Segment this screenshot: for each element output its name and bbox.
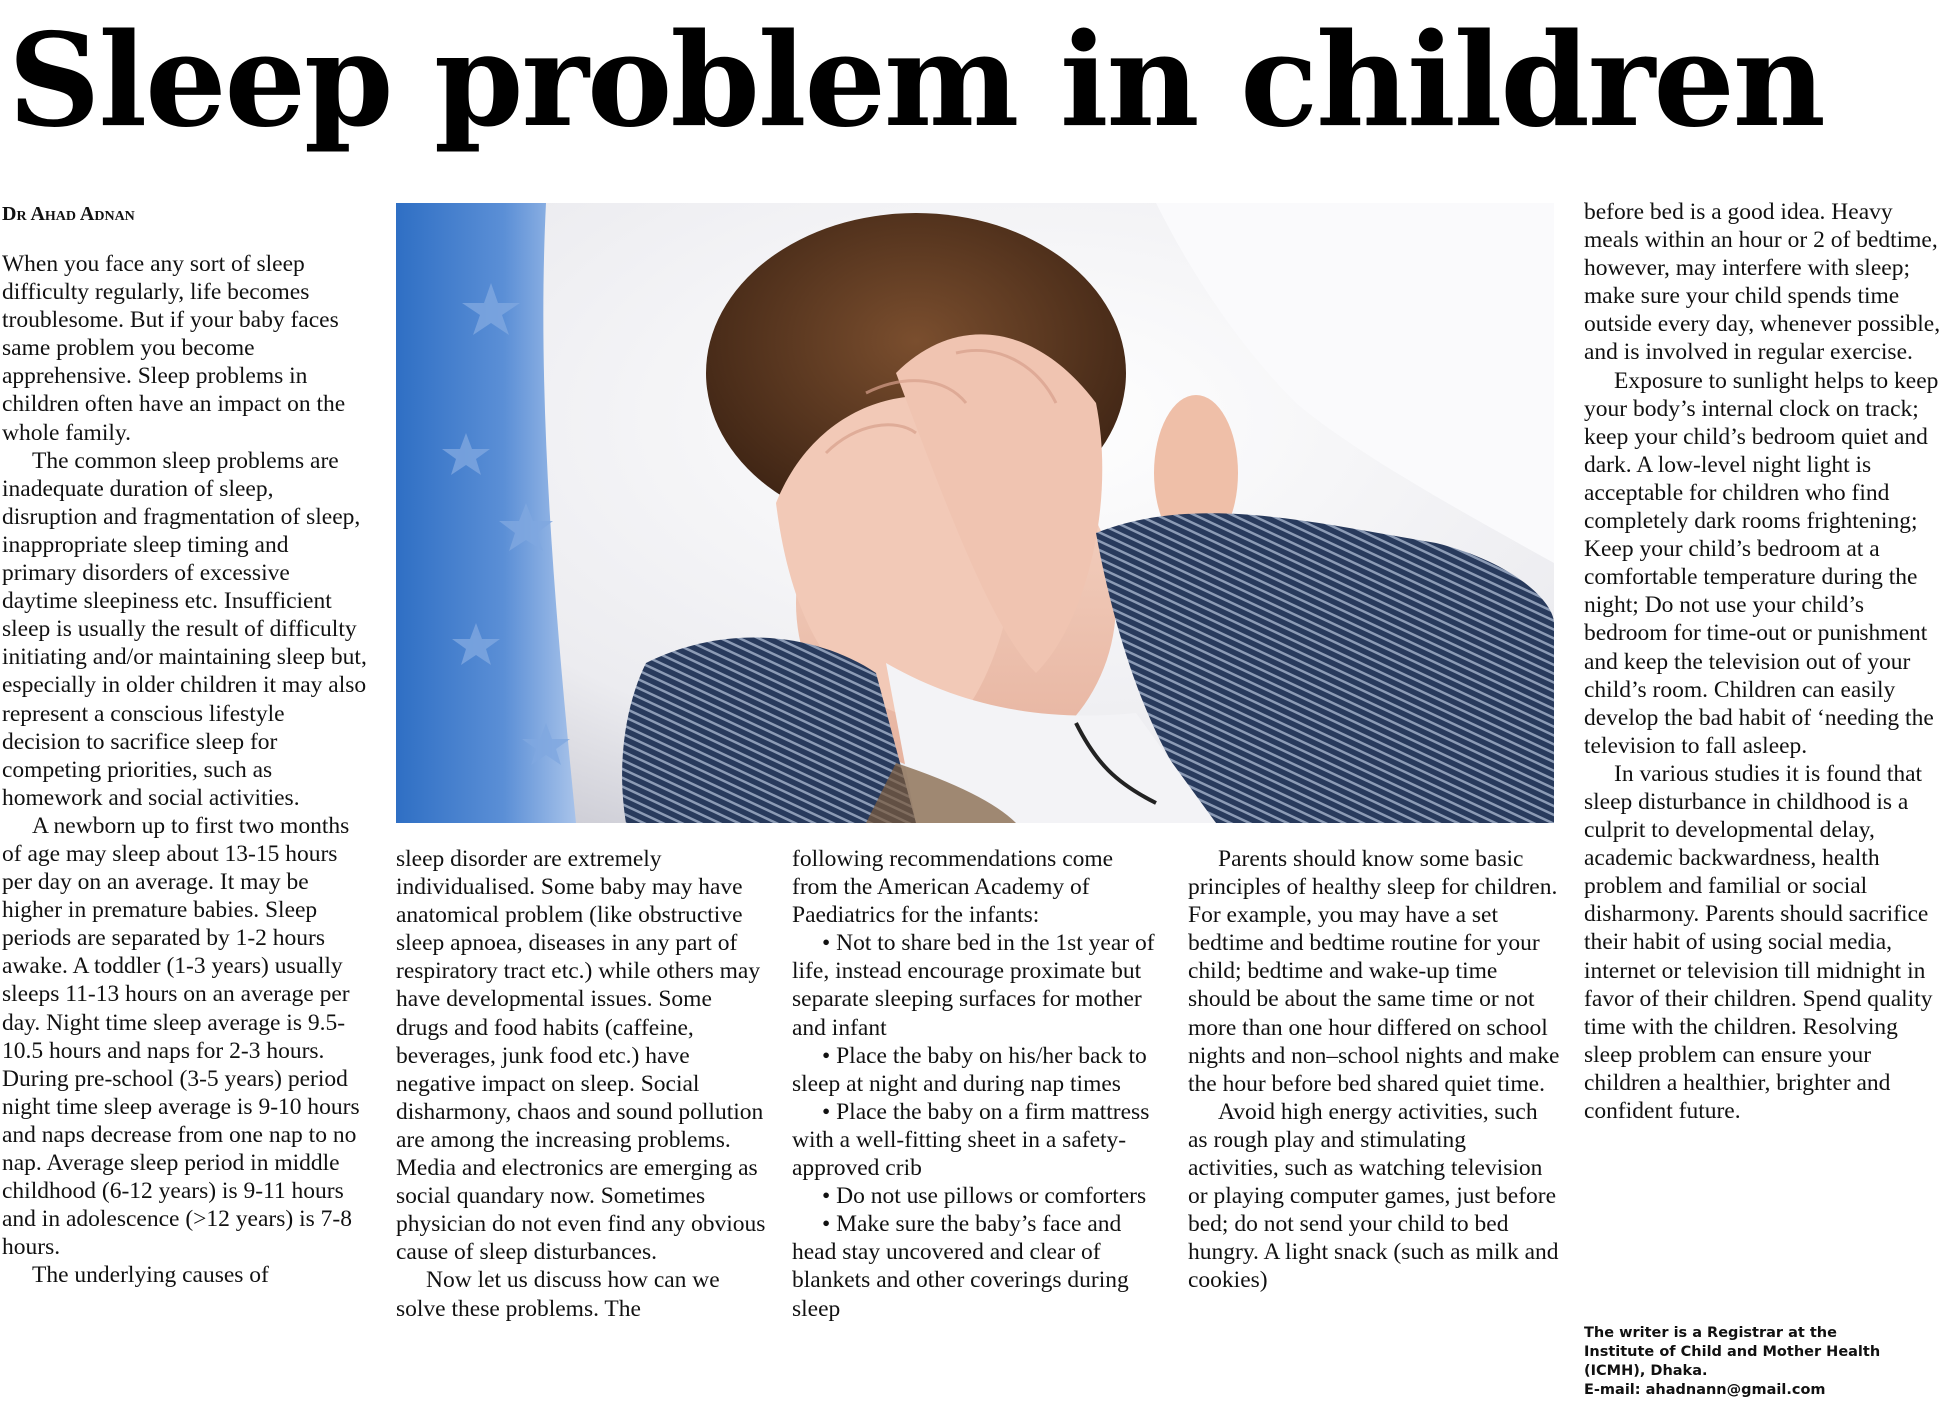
paragraph: Avoid high energy activities, such as rough play and stimulating activities, such as watching television or playing computer games, just before bed; do not send your child to bed hungry. A light snack (such as milk and cookies) — [1188, 1098, 1559, 1294]
writer-note — [1584, 1324, 1946, 1400]
paragraph: Parents should know some basic principles of healthy sleep for children. For example, you may have a set bedtime and bedtime routine for your child; bedtime and wake-up time should be about the same time or not more than one hour differed on school nights and non–school nights and make the hour before bed shared quiet time. — [1188, 846, 1560, 1097]
bullet-item: • Place the baby on his/her back to sleep at night and during nap times — [792, 1042, 1147, 1097]
writer-note-line: (ICMH), Dhaka. — [1584, 1363, 1708, 1379]
article-photo — [396, 203, 1554, 823]
paragraph: In various studies it is found that sleep disturbance in childhood is a culprit to developmental delay, academic backwardness, health problem and familial or social disharmony. Parents should sacrifice their habit of using social media, internet or television till midnight in favor of their children. Spend quality time with the children. Resolving sleep problem can ensure your children a healthier, brighter and confident future. — [1584, 760, 1933, 1124]
writer-note-line: The writer is a Registrar at the — [1584, 1325, 1837, 1341]
paragraph: before bed is a good idea. Heavy meals within an hour or 2 of bedtime, however, may interfere with sleep; make sure your child spends time outside every day, whenever possible, and is involved in regular exercise. — [1584, 199, 1941, 366]
paragraph: The underlying causes of — [32, 1262, 269, 1289]
article-column-3 — [792, 845, 1164, 1323]
article-column-1 — [2, 250, 368, 1289]
paragraph: following recommendations come from the American Academy of Paediatrics for the infants: — [792, 846, 1114, 929]
paragraph: When you face any sort of sleep difficulty regularly, life becomes troublesome. But if your baby faces same problem you become apprehensive. Sleep problems in children often have an impact on the whole family. — [2, 251, 346, 446]
paragraph: The common sleep problems are inadequate duration of sleep, disruption and fragmentation of sleep, inappropriate sleep timing and primary disorders of excessive daytime sleepiness etc. Insufficient sleep is usually the result of difficulty initiating and/or maintaining sleep but, especially in older children it may also represent a conscious lifestyle decision to sacrifice sleep for competing priorities, such as homework and social activities. — [2, 447, 367, 811]
byline: Dr Ahad Adnan — [2, 203, 135, 225]
paragraph: sleep disorder are extremely individualised. Some baby may have anatomical problem (like obstructive sleep apnoea, diseases in any part of respiratory tract etc.) while others may have developmental issues. Some drugs and food habits (caffeine, beverages, junk food etc.) have negative impact on sleep. Social disharmony, chaos and sound pollution are among the increasing problems. Media and electronics are emerging as social quandary now. Sometimes physician do not even find any obvious cause of sleep disturbances. — [396, 846, 766, 1266]
bullet-item: • Do not use pillows or comforters — [822, 1183, 1147, 1210]
paragraph: Exposure to sunlight helps to keep your body’s internal clock on track; keep your child’s bedroom quiet and dark. A low-level night light is acceptable for children who find completely dark rooms frightening; Keep your child’s bedroom at a comfortable temperature during the night; Do not use your child’s bedroom for time-out or punishment and keep the television out of your child’s room. Children can easily develop the bad habit of ‘needing the television to fall asleep. — [1584, 367, 1939, 759]
paragraph: A newborn up to first two months of age may sleep about 13-15 hours per day on an average. It may be higher in premature babies. Sleep periods are separated by 1-2 hours awake. A toddler (1-3 years) usually sleeps 11-13 hours on an average per day. Night time sleep average is 9.5-10.5 hours and naps for 2-3 hours. During pre-school (3-5 years) period night time sleep average is 9-10 hours and naps decrease from one nap to no nap. Average sleep period in middle childhood (6-12 years) is 9-11 hours and in adolescence (>12 years) is 7-8 hours. — [2, 812, 360, 1261]
article-column-4 — [1188, 845, 1560, 1295]
article-column-5 — [1584, 198, 1946, 1125]
writer-note-line: Institute of Child and Mother Health — [1584, 1344, 1881, 1360]
bullet-item: • Make sure the baby’s face and head stay uncovered and clear of blankets and other coverings during sleep — [792, 1211, 1129, 1322]
bullet-item: • Place the baby on a firm mattress with a well-fitting sheet in a safety-approved crib — [792, 1098, 1150, 1182]
writer-email: E-mail: ahadnann@gmail.com — [1584, 1382, 1826, 1398]
bullet-item: • Not to share bed in the 1st year of life, instead encourage proximate but separate sleeping surfaces for mother and infant — [792, 930, 1155, 1041]
paragraph: Now let us discuss how can we solve these problems. The — [396, 1267, 720, 1322]
headline: Sleep problem in children — [8, 6, 1824, 156]
article-column-2 — [396, 845, 768, 1323]
